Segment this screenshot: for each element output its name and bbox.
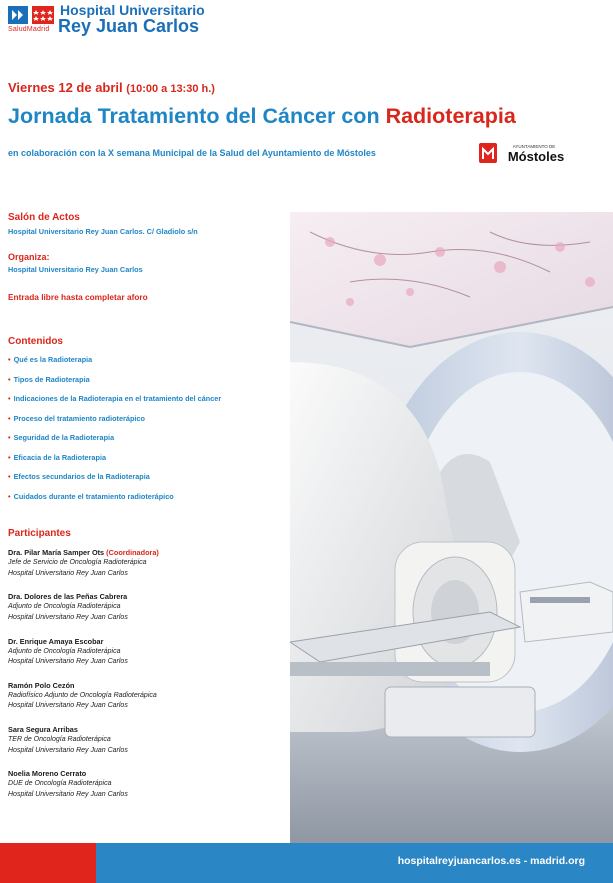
hospital-name-line2: Rey Juan Carlos [58, 16, 200, 36]
participant [8, 637, 159, 681]
salud-madrid-label: SaludMadrid [8, 26, 50, 33]
participant-name-text: Dra. Pilar María Samper Ots [8, 548, 107, 557]
list-item [8, 492, 221, 512]
participant-org: Hospital Universitario Rey Juan Carlos [8, 790, 128, 798]
participant [8, 592, 159, 636]
participant-name: Dr. Enrique Amaya Escobar [8, 636, 104, 646]
list-item-text: Seguridad de la Radioterapia [13, 433, 115, 442]
participant-org: Hospital Universitario Rey Juan Carlos [8, 702, 128, 710]
footer-red-block [0, 843, 96, 883]
contents-heading: Contenidos [8, 336, 63, 347]
organizer-heading: Organiza: [8, 252, 50, 262]
bullet: • [8, 374, 11, 384]
list-item-text: Eficacia de la Radioterapia [13, 452, 107, 462]
participant-role: Adjunto de Oncología Radioterápica [8, 603, 121, 611]
bullet: • [8, 452, 11, 462]
bullet: • [8, 394, 11, 403]
participants-list [8, 548, 159, 814]
list-item-text: Indicaciones de la Radioterapia en el tratamiento del cáncer [13, 394, 222, 403]
mostoles-logo-name: Móstoles [507, 149, 565, 164]
bullet: • [8, 413, 11, 423]
participant-role: TER de Oncología Radioterápica [8, 736, 111, 744]
list-item-text: Proceso del tratamiento radioterápico [13, 413, 145, 423]
list-item [8, 355, 221, 375]
list-item-text: Cuidados durante el tratamiento radioterápico [13, 491, 174, 501]
participant [8, 725, 159, 769]
participant-role: Adjunto de Oncología Radioterápica [8, 647, 121, 655]
participant-org: Hospital Universitario Rey Juan Carlos [8, 569, 128, 577]
list-item [8, 394, 221, 414]
list-item [8, 453, 221, 473]
participant-name [8, 548, 159, 558]
mostoles-logo-small: AYUNTAMIENTO DE [512, 144, 556, 149]
event-time: (10:00 a 13:30 h.) [126, 83, 215, 95]
list-item [8, 414, 221, 434]
organizer-name: Hospital Universitario Rey Juan Carlos [8, 265, 143, 274]
event-date-text: Viernes 12 de abril [8, 80, 123, 95]
list-item [8, 472, 221, 492]
participant-name: Ramón Polo Cezón [8, 680, 75, 690]
list-item-text: Efectos secundarios de la Radioterapia [13, 472, 150, 481]
page-title [8, 104, 516, 129]
comunidad-madrid-logo [8, 4, 54, 26]
contents-list [8, 355, 221, 511]
participant-org: Hospital Universitario Rey Juan Carlos [8, 613, 128, 621]
participant-org: Hospital Universitario Rey Juan Carlos [8, 658, 128, 666]
participant [8, 769, 159, 813]
participant [8, 548, 159, 592]
participant-role: DUE de Oncología Radioterápica [8, 780, 112, 788]
title-highlight: Radioterapia [385, 104, 516, 128]
footer-websites-link[interactable]: hospitalreyjuancarlos.es - madrid.org [397, 855, 585, 867]
participant-role: Jefe de Servicio de Oncología Radioterápica [8, 559, 147, 566]
participant-name: Dra. Dolores de las Peñas Cabrera [8, 592, 128, 602]
hospital-name-line1: Hospital Universitario [60, 2, 205, 18]
bullet: • [8, 472, 11, 481]
list-item [8, 433, 221, 453]
participants-heading: Participantes [8, 528, 71, 539]
participant-role: Radiofísico Adjunto de Oncología Radioterápica [8, 691, 157, 699]
linear-accelerator-photo [290, 212, 613, 843]
participant [8, 681, 159, 725]
mostoles-logo [478, 139, 578, 167]
bullet: • [8, 491, 11, 501]
list-item-text: Tipos de Radioterapia [13, 374, 90, 384]
participant-name: Sara Segura Arribas [8, 725, 78, 735]
event-date [8, 80, 215, 95]
bullet: • [8, 355, 11, 364]
venue-address: Hospital Universitario Rey Juan Carlos. C/ Gladiolo s/n [8, 227, 198, 236]
participant-name: Noelia Moreno Cerrato [8, 769, 87, 779]
list-item-text: Qué es la Radioterapia [13, 355, 93, 364]
coordinator-tag: (Coordinadora) [106, 548, 159, 557]
venue-heading: Salón de Actos [8, 212, 80, 223]
entry-note: Entrada libre hasta completar aforo [8, 292, 148, 302]
list-item [8, 375, 221, 395]
title-main: Jornada Tratamiento del Cáncer con [8, 104, 386, 128]
participant-org: Hospital Universitario Rey Juan Carlos [8, 746, 128, 754]
bullet: • [8, 433, 11, 442]
collaboration-note: en colaboración con la X semana Municipal de la Salud del Ayuntamiento de Móstoles [8, 148, 376, 158]
